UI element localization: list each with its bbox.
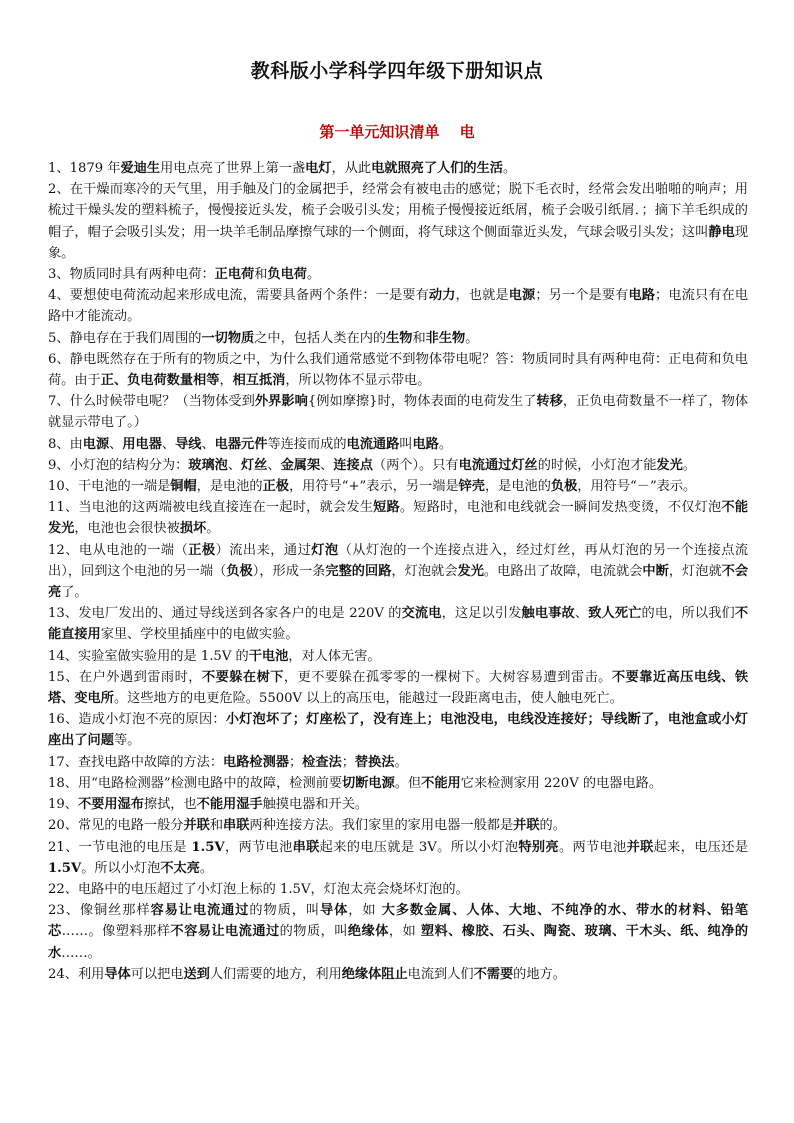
emphasis-text: 大多数金属、人体、大地、不纯净的水、带水的材料、铅笔芯: [48, 903, 749, 940]
emphasis-text: 电路: [412, 436, 439, 452]
body-text: 的地方。: [513, 966, 566, 982]
body-text: 。: [306, 267, 321, 283]
emphasis-text: 湿手: [236, 797, 263, 813]
body-text: 。: [394, 754, 408, 770]
body-text: 5、静电存在于我们周围的: [48, 330, 202, 346]
emphasis-text: 负极: [550, 479, 578, 495]
body-text: 。: [465, 330, 479, 346]
body-text: 、: [267, 457, 281, 473]
knowledge-point: [48, 540, 748, 604]
body-text: ，对人体无害。: [288, 648, 381, 664]
body-text: 。: [682, 457, 696, 473]
body-text: 19、: [48, 797, 78, 813]
knowledge-point: [48, 476, 748, 497]
body-text: 起来，电压还是: [653, 839, 749, 855]
unit-heading: 第一单元知识清单 电: [319, 123, 475, 141]
knowledge-point: [48, 434, 748, 455]
body-text: ，这足以引发: [441, 606, 522, 622]
body-text: ，更不要躲在孤零零的一棵树下。大树容易遭到雷击。: [283, 669, 612, 685]
emphasis-text: 不容易让电流通过: [170, 924, 280, 940]
body-text: 18、用“电路检测器”检测电路中的故障，检测前要: [48, 775, 343, 791]
body-text: ，电池也会很快被: [74, 521, 180, 537]
emphasis-text: 发光: [656, 457, 683, 473]
body-text: 擦拭，也: [143, 797, 197, 813]
body-text: ……。像塑料那样: [61, 924, 171, 940]
emphasis-text: 并联: [183, 818, 210, 834]
emphasis-text: 静电: [708, 224, 735, 240]
emphasis-text: 铜帽: [170, 479, 197, 495]
body-text: ，: [219, 373, 233, 389]
body-text: 叫: [399, 436, 413, 452]
emphasis-text: 不会亮: [48, 563, 749, 601]
body-text: 、: [574, 606, 589, 622]
emphasis-text: 导线: [175, 436, 202, 452]
body-text: 用电点亮了世界上第一盏: [160, 161, 306, 176]
emphasis-text: 电流通过灯丝: [458, 457, 538, 473]
body-text: 8、由: [48, 436, 83, 452]
body-text: ，两节电池: [224, 839, 293, 855]
emphasis-text: 中断: [642, 563, 669, 579]
body-text: 和: [209, 818, 224, 834]
emphasis-text: 串联: [223, 818, 250, 834]
body-text: 和: [412, 330, 426, 346]
body-text: 。: [438, 436, 453, 452]
body-text: 6、静电既然存在于所有的物质之中，为什么我们通常感觉不到物体带电呢？答：物质同时具有两种电荷：正电荷和负电荷。由于: [48, 351, 748, 389]
emphasis-text: 短路: [373, 500, 400, 516]
body-text: 之中，包括人类在内的: [254, 330, 387, 346]
body-text: （两个）。只有: [372, 457, 459, 473]
body-text: 10、干电池的一端是: [48, 479, 171, 495]
emphasis-text: 正电荷: [214, 267, 255, 283]
body-text: ，灯泡就: [668, 563, 722, 579]
emphasis-text: 灯泡: [311, 542, 339, 558]
knowledge-point: [48, 794, 748, 815]
knowledge-point: [48, 158, 748, 179]
knowledge-point: [48, 264, 748, 285]
knowledge-point: [48, 964, 748, 985]
body-text: 。两节电池: [558, 839, 627, 855]
emphasis-text: 不能直接用: [48, 606, 749, 643]
body-text: 。短路时，电池和电线就会一瞬间发热变烫，不仅灯泡: [399, 500, 722, 516]
body-text: 3、物质同时具有两种电荷：: [48, 267, 215, 283]
body-text: 21、一节电池的电压是: [48, 839, 192, 855]
body-text: ，用符号“－”表示。: [577, 479, 697, 495]
knowledge-point: [48, 455, 748, 476]
document-title: 教科版小学科学四年级下册知识点: [250, 60, 544, 82]
body-text: 。所以小灯泡: [81, 860, 161, 876]
body-text: 、: [227, 457, 242, 473]
body-text: ……。: [61, 945, 101, 961]
knowledge-point: [48, 603, 748, 645]
body-text: 的。: [539, 818, 566, 834]
emphasis-text: 阻止: [381, 966, 408, 982]
emphasis-text: 电源: [82, 436, 110, 452]
body-text: 起来的电压就是 3V。所以小灯泡: [319, 839, 519, 855]
knowledge-point: [48, 879, 748, 900]
emphasis-text: 干电池: [248, 648, 289, 664]
body-text: 电流到人们: [407, 966, 474, 982]
emphasis-text: 电器元件: [214, 436, 268, 452]
knowledge-point: [48, 391, 748, 433]
emphasis-text: 非生物: [425, 330, 466, 346]
emphasis-text: 送到: [183, 966, 210, 982]
body-text: 触摸电器和开关。: [262, 797, 369, 813]
emphasis-text: 绝缘体: [341, 966, 382, 982]
body-text: 、: [320, 457, 334, 473]
emphasis-text: 电就照亮了人们的生活: [371, 161, 503, 176]
body-text: 。电路出了故障，电流就会: [483, 563, 643, 579]
emphasis-text: 一切物质: [201, 330, 255, 346]
emphasis-text: 绝缘体: [347, 924, 389, 940]
knowledge-point: [48, 837, 748, 879]
body-text: 9、小灯泡的结构分为：: [48, 457, 189, 473]
emphasis-text: 外界影响: [254, 394, 308, 410]
body-text: 23、像铜丝那样: [48, 903, 151, 919]
body-text: 7、什么时候带电呢？（当物体受到: [48, 394, 255, 410]
body-text: 、: [201, 436, 215, 452]
emphasis-text: 不太亮: [160, 860, 200, 876]
emphasis-text: 致人死亡: [588, 606, 642, 622]
emphasis-text: 正极: [262, 479, 289, 495]
knowledge-point: [48, 285, 748, 327]
body-text: 人们需要的地方，利用: [209, 966, 342, 982]
knowledge-point: [48, 179, 748, 264]
emphasis-text: 湿布: [117, 797, 144, 813]
body-text: ，也就是: [455, 288, 509, 304]
emphasis-text: 生物: [386, 330, 413, 346]
knowledge-point: [48, 752, 748, 773]
emphasis-text: 负电荷: [267, 267, 307, 283]
body-text: ，从此: [331, 161, 372, 176]
emphasis-text: 损坏: [179, 521, 207, 537]
emphasis-text: 完整的回路: [325, 563, 392, 579]
emphasis-text: 不要躲在树下: [201, 669, 284, 685]
emphasis-text: 正、负电荷数量相等: [100, 373, 220, 389]
body-text: 2、在干燥而寒冷的天气里，用手触及门的金属把手，经常会有被电击的感觉；脱下毛衣时，经常会发出啪啪的响声；用梳过干燥头发的塑料梳子，慢慢接近头发，梳子会吸引头发；用梳子慢慢接近纸屑，梳子会吸引纸屑．；摘下羊毛织成的帽子，帽子会吸引头发；用一块羊毛制品摩擦气球的一个侧面，将气球这个侧面靠近头发，气球会吸引头发；这叫: [48, 182, 748, 240]
body-text: {例如摩擦}时，物体表面的电荷发生了: [307, 394, 537, 410]
body-text: 20、常见的电路一般分: [48, 818, 184, 834]
emphasis-text: 用电器: [122, 436, 162, 452]
body-text: ，正负电荷数量不一样了，物体就显示带电了。）: [48, 394, 749, 431]
emphasis-text: 触电事故: [521, 606, 575, 622]
emphasis-text: 电灯: [305, 161, 332, 176]
knowledge-point: [48, 709, 748, 751]
emphasis-text: 不需要: [473, 966, 514, 982]
emphasis-text: 1.5V: [48, 860, 82, 876]
body-text: ，灯泡就会: [391, 563, 458, 579]
emphasis-text: 不要靠近高压电线、铁塔、变电所: [48, 669, 749, 707]
body-text: ；电流只有在电路中才能流动。: [48, 288, 749, 325]
knowledge-point: [48, 773, 748, 794]
body-text: ，是电池的: [484, 479, 551, 495]
body-text: 等连接而成的: [267, 436, 347, 452]
emphasis-text: 并联: [513, 818, 540, 834]
emphasis-text: 正极: [188, 542, 216, 558]
emphasis-text: 不要用: [77, 797, 118, 813]
body-text: （从灯泡的一个连接点进入，经过灯丝，再从灯泡的另一个连接点流出），回到这个电池的另一端（: [48, 542, 749, 579]
knowledge-point: [48, 349, 748, 391]
body-text: ，是电池的: [196, 479, 263, 495]
knowledge-point-list: [48, 158, 748, 985]
emphasis-text: 相互抵消: [232, 373, 286, 389]
knowledge-point: [48, 815, 748, 836]
emphasis-text: 不能发光: [48, 500, 749, 537]
body-text: 了。: [61, 585, 88, 601]
body-text: 。这些地方的电更危险。5500V 以上的高压电，能越过一段距离电击，使人触电死亡。: [113, 691, 623, 707]
body-text: ）流出来，通过: [215, 542, 312, 558]
knowledge-point: [48, 646, 748, 667]
body-text: ；: [341, 754, 355, 770]
knowledge-point: [48, 497, 748, 539]
body-text: 的电，所以我们: [641, 606, 735, 622]
emphasis-text: 电流通路: [346, 436, 400, 452]
body-text: ，如: [388, 924, 421, 940]
emphasis-text: 导体: [104, 966, 131, 982]
body-text: ；另一个是要有: [535, 288, 629, 304]
emphasis-text: 负极: [226, 563, 253, 579]
emphasis-text: 塑料、橡胶、石头、陶瓷、玻璃、干木头、纸、纯净的水: [48, 924, 749, 961]
emphasis-text: 灯丝: [241, 457, 268, 473]
body-text: 可以把电: [130, 966, 184, 982]
body-text: ，所以物体不显示带电。: [285, 373, 431, 389]
body-text: 16、造成小灯泡不亮的原因：: [48, 712, 226, 728]
body-text: 4、要想使电荷流动起来形成电流，需要具备两个条件：一是要有: [48, 288, 429, 304]
body-text: 两种连接方法。我们家里的家用电器一般都是: [249, 818, 514, 834]
emphasis-text: 锌壳: [458, 479, 485, 495]
body-text: 15、在户外遇到雷雨时，: [48, 669, 202, 685]
emphasis-text: 容易让电流通过: [150, 903, 250, 919]
body-text: ，用符号“+”表示，另一端是: [288, 479, 459, 495]
body-text: 等。: [113, 733, 141, 749]
emphasis-text: 不能用: [421, 775, 461, 791]
body-text: 、: [161, 436, 176, 452]
emphasis-text: 小灯泡坏了；灯座松了，没有连上；电池没电，电线没连接好；导线断了，电池盒或小灯座出了问题: [48, 712, 748, 749]
body-text: 现象。: [48, 224, 749, 261]
emphasis-text: 连接点: [333, 457, 373, 473]
emphasis-text: 检查法: [302, 754, 342, 770]
body-text: 的物质，叫: [279, 924, 348, 940]
body-text: 、: [109, 436, 123, 452]
body-text: 17、查找电路中故障的方法：: [48, 754, 224, 770]
emphasis-text: 导体: [320, 903, 349, 919]
body-text: 。但: [394, 775, 422, 791]
body-text: ，如: [348, 903, 382, 919]
knowledge-point: [48, 900, 748, 964]
emphasis-text: 电路检测器: [223, 754, 289, 770]
emphasis-text: 切断电源: [342, 775, 395, 791]
emphasis-text: 发光: [457, 563, 484, 579]
body-text: 13、发电厂发出的、通过导线送到各家各户的电是 220V 的: [48, 606, 402, 622]
body-text: 的物质，叫: [249, 903, 321, 919]
body-text: ；: [288, 754, 303, 770]
body-text: 14、实验室做实验用的是 1.5V 的: [48, 648, 249, 664]
body-text: 1、1879 年: [48, 161, 121, 176]
body-text: 。: [199, 860, 214, 876]
body-text: 的时候，小灯泡才能: [537, 457, 657, 473]
emphasis-text: 转移: [536, 394, 563, 410]
emphasis-text: 电源: [508, 288, 536, 304]
knowledge-point: [48, 667, 748, 709]
body-text: 它来检测家用 220V 的电器电路。: [460, 775, 663, 791]
body-text: 12、电从电池的一端（: [48, 542, 189, 558]
emphasis-text: 1.5V: [191, 839, 225, 855]
emphasis-text: 金属架: [280, 457, 321, 473]
body-text: 24、利用: [48, 966, 105, 982]
emphasis-text: 并联: [626, 839, 654, 855]
body-text: 家里、学校里插座中的电做实验。: [100, 627, 299, 643]
body-text: 。: [502, 161, 517, 176]
body-text: 22、电路中的电压超过了小灯泡上标的 1.5V，灯泡太亮会烧坏灯泡的。: [48, 881, 469, 897]
emphasis-text: 特别亮: [518, 839, 559, 855]
emphasis-text: 不能用: [196, 797, 237, 813]
emphasis-text: 爱迪生: [120, 161, 161, 176]
body-text: ），形成一条: [252, 563, 326, 579]
emphasis-text: 动力: [428, 288, 456, 304]
emphasis-text: 玻璃泡: [188, 457, 228, 473]
emphasis-text: 电路: [628, 288, 656, 304]
emphasis-text: 串联: [292, 839, 320, 855]
body-text: 。: [206, 521, 220, 537]
emphasis-text: 替换法: [354, 754, 395, 770]
emphasis-text: 交流电: [401, 606, 442, 622]
body-text: 11、当电池的这两端被电线直接连在一起时，就会发生: [48, 500, 374, 516]
knowledge-point: [48, 328, 748, 349]
body-text: 和: [254, 267, 268, 283]
